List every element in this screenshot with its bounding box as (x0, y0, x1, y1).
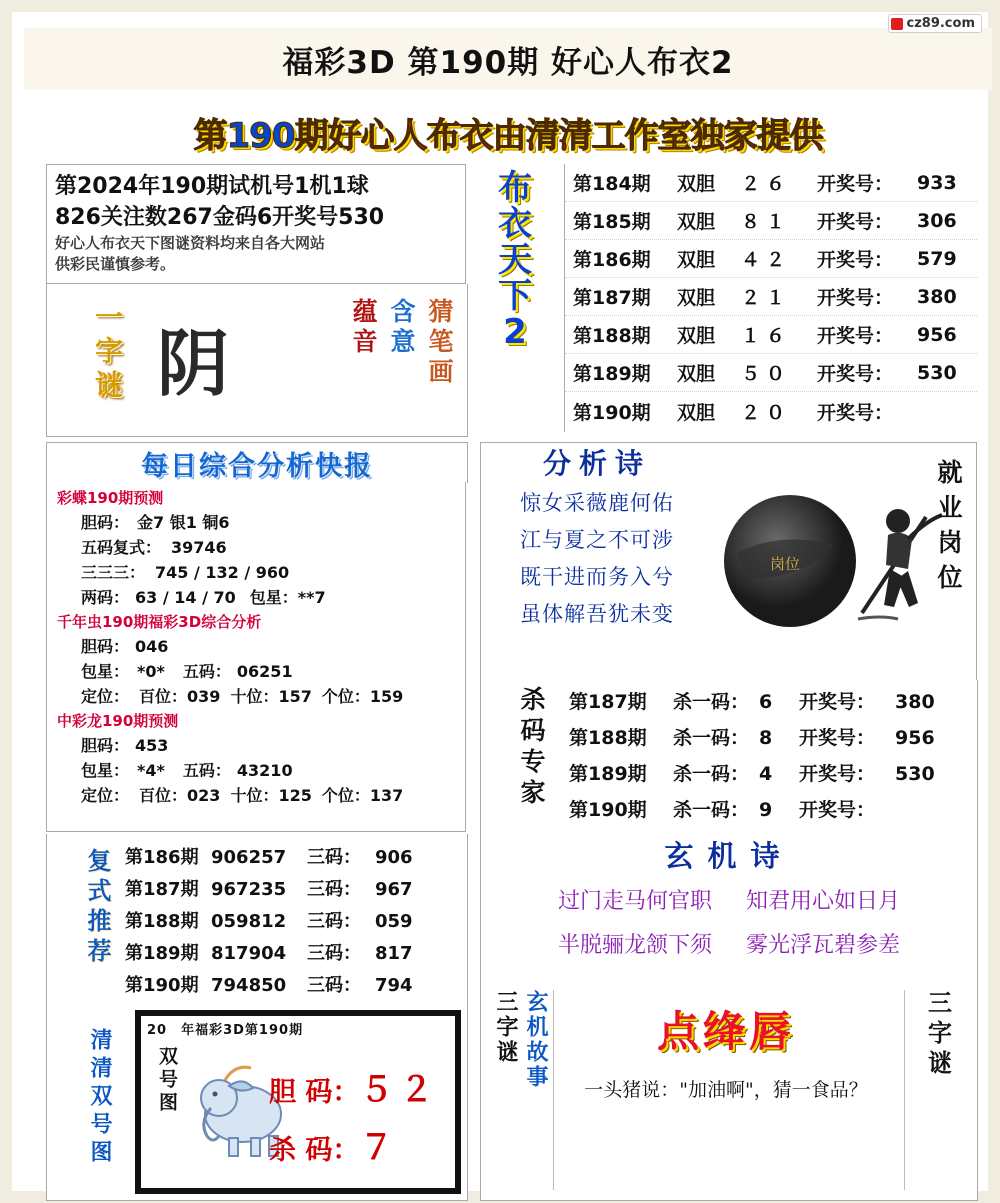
caidie-dan-value: 金7 银1 铜6 (137, 513, 230, 532)
xuanji-poem-box (480, 832, 978, 985)
dianjiangchun-question: 一头猪说："加油啊"，猜一食品？ (584, 1079, 868, 1101)
xuanji-line-2a: 半脱骊龙颔下须 (557, 933, 712, 958)
zcl-dan-row: 胆码： 453 (81, 736, 169, 755)
caidie-fushi-row: 五码复式： 39746 (81, 538, 227, 557)
analysis-poem-line-3: 既干进而务入兮 (520, 565, 674, 589)
bytx-char-3: 下 (498, 276, 532, 316)
qnc-dingwei-row: 定位： 百位：039 十位：157 个位：159 (81, 687, 404, 706)
row-dan: ２１ (741, 287, 792, 309)
watermark-square-icon (891, 18, 903, 30)
row-dan: ８１ (741, 211, 792, 233)
qnc-baoxing-row: 包星： *0* 五码： 06251 (81, 662, 293, 681)
bytx-char-1: 衣 (498, 204, 532, 244)
fs-issue: 第190期 (125, 975, 199, 996)
analysis-poem-box (480, 442, 714, 682)
fs-issue: 第188期 (125, 911, 199, 932)
sm-kj-value: 380 (895, 691, 935, 713)
sm-kj-label: 开奖号： (799, 727, 876, 749)
fs-key: 三码： (307, 943, 361, 964)
qingqing-dan-row: 胆 码：５２ (269, 1070, 440, 1110)
buyi-tianxia-vertical (480, 164, 550, 436)
daily-report-body (46, 482, 466, 832)
watermark (888, 14, 983, 33)
row-kj-value: 380 (917, 285, 957, 308)
qingqing-inner-box (135, 1010, 461, 1194)
table-row (565, 392, 977, 430)
sm-value: 9 (759, 799, 773, 821)
xuanji-poem-row-1 (481, 880, 977, 924)
sm-issue: 第188期 (569, 727, 647, 749)
riddle-col-3: 蕴音 (349, 298, 378, 358)
row-dan: １６ (741, 325, 792, 347)
caidie-liangma-value: 63 / 14 / 70 (135, 588, 236, 607)
zcl-baoxing-value: *4* (137, 761, 165, 780)
fs-code: 817904 (211, 943, 287, 964)
row-kj-value: 306 (917, 209, 957, 232)
draw-history-table (564, 164, 977, 432)
qnc-baoxing-value: *0* (137, 662, 165, 681)
table-row (125, 874, 461, 906)
caidie-sansan-value: 745 / 132 / 960 (155, 563, 290, 582)
row-kj-label: 开奖号： (817, 249, 894, 271)
section-title-qiannianchong: 千年虫190期福彩3D综合分析 (57, 613, 262, 631)
row-issue: 第188期 (573, 325, 651, 347)
caidie-liangma-row: 两码： 63 / 14 / 70 包星：**7 (81, 588, 326, 607)
sm-value: 6 (759, 691, 773, 713)
row-label: 双胆 (677, 325, 716, 347)
bytx-char-4: 2 (503, 312, 527, 352)
row-dan: ２０ (741, 401, 792, 424)
sm-kj-label: 开奖号： (799, 799, 876, 821)
sm-kj-value: 530 (895, 763, 935, 785)
caidie-fushi-value: 39746 (171, 538, 227, 557)
fs-key: 三码： (307, 911, 361, 932)
zcl-wuma-value: 43210 (236, 761, 293, 780)
qnc-wuma-value: 06251 (236, 662, 293, 681)
row-kj-label: 开奖号： (817, 363, 894, 385)
sm-issue: 第187期 (569, 691, 647, 713)
row-dan: ５０ (741, 363, 792, 385)
table-row (565, 278, 977, 316)
table-row (125, 906, 461, 938)
sm-value: 8 (759, 727, 773, 749)
row-kj-value: 579 (917, 247, 957, 270)
bottom-left-vertical-2: 玄机故事 (523, 990, 548, 1090)
bytx-char-0: 布 (498, 168, 532, 208)
section-title-caidie: 彩蝶190期预测 (57, 489, 164, 507)
fs-value: 817 (375, 943, 413, 964)
qingqing-double-number-box (46, 1004, 468, 1201)
table-row (565, 164, 977, 202)
row-issue: 第186期 (573, 249, 651, 271)
table-row (565, 354, 977, 392)
sm-kj-label: 开奖号： (799, 763, 876, 785)
left-info-box (46, 164, 466, 284)
source-note-line1: 好心人布衣天下图谜资料均来自各大网站 (55, 234, 326, 252)
shama-expert-box (480, 680, 978, 833)
sm-issue: 第189期 (569, 763, 647, 785)
qingqing-vertical-label: 双号图 (156, 1046, 178, 1115)
xuanji-line-2b: 雾光浮瓦碧参差 (746, 933, 901, 958)
qnc-ge-value: 159 (369, 687, 404, 706)
focus-number-line: 826关注数267金码6开奖号530 (55, 205, 385, 230)
zcl-dan-value: 453 (135, 736, 169, 755)
qnc-dan-value: 046 (135, 637, 169, 656)
qingqing-sha-row: 杀 码：７ (269, 1128, 394, 1168)
watermark-label: cz89.com (906, 16, 975, 31)
row-kj-label: 开奖号： (817, 401, 894, 424)
sm-value: 4 (759, 763, 773, 785)
row-label: 双胆 (677, 173, 716, 195)
sm-key: 杀一码： (673, 727, 750, 749)
shama-label: 杀码专家 (517, 686, 546, 810)
table-row (569, 792, 969, 828)
zcl-bai-value: 023 (187, 786, 221, 805)
caidie-dan-row: 胆码： 金7 银1 铜6 (81, 513, 230, 532)
table-row (565, 240, 977, 278)
row-issue: 第184期 (573, 173, 651, 195)
zcl-baoxing-row: 包星： *4* 五码： 43210 (81, 761, 293, 780)
sm-kj-label: 开奖号： (799, 691, 876, 713)
daily-report-title: 每日综合分析快报 (141, 450, 373, 482)
caidie-sansan-row: 三三三： 745 / 132 / 960 (81, 563, 290, 582)
analysis-poem-line-2: 江与夏之不可涉 (520, 528, 674, 552)
row-label: 双胆 (677, 211, 716, 233)
page-title: 福彩3D 第190期 好心人布衣2 (282, 44, 734, 81)
qnc-dan-row: 胆码： 046 (81, 637, 169, 656)
banner-text: 第190期好心人布衣由清清工作室独家提供 (193, 115, 823, 156)
qingqing-inner-area (141, 1038, 455, 1188)
table-row (569, 684, 969, 720)
three-char-riddle-box (480, 984, 978, 1201)
section-title-zhongcailong: 中彩龙190期预测 (57, 712, 179, 730)
banner-issue: 190 (226, 115, 295, 156)
zcl-shi-value: 125 (278, 786, 312, 805)
sm-key: 杀一码： (673, 799, 750, 821)
daily-report-header (46, 442, 468, 483)
qingqing-label: 清清双号图 (87, 1028, 112, 1168)
qingqing-dan-value: ５２ (359, 1070, 440, 1110)
riddle-main-char: 阴 (157, 321, 230, 406)
xuanji-line-1b: 知君用心如日月 (746, 889, 901, 914)
source-note-line2: 供彩民谨慎参考。 (55, 255, 176, 273)
one-char-riddle-box (46, 284, 468, 437)
row-kj-label: 开奖号： (817, 325, 894, 347)
row-kj-label: 开奖号： (817, 173, 894, 195)
job-illustration-box (712, 442, 977, 682)
fs-code: 906257 (211, 847, 287, 868)
analysis-poem-line-4: 虽体解吾犹未变 (520, 602, 674, 626)
sm-key: 杀一码： (673, 763, 750, 785)
sm-issue: 第190期 (569, 799, 647, 821)
row-label: 双胆 (677, 249, 716, 271)
bottom-right-vertical-label: 三字谜 (923, 990, 952, 1080)
fs-issue: 第187期 (125, 879, 199, 900)
row-label: 双胆 (677, 401, 716, 424)
table-row (569, 720, 969, 756)
riddle-col-2: 含意 (387, 298, 416, 358)
row-label: 双胆 (677, 363, 716, 385)
table-row (565, 316, 977, 354)
fs-issue: 第186期 (125, 847, 199, 868)
fs-value: 059 (375, 911, 413, 932)
zcl-ge-value: 137 (369, 786, 404, 805)
caidie-baoxing-value: **7 (297, 588, 326, 607)
fs-value: 967 (375, 879, 413, 900)
row-dan: ４２ (741, 249, 792, 271)
table-row (125, 970, 461, 1002)
dianjiangchun-title: 点绛唇 (656, 1007, 795, 1056)
fushi-label: 复式推荐 (83, 848, 111, 968)
row-kj-label: 开奖号： (817, 287, 894, 309)
table-row (565, 202, 977, 240)
analysis-poem-title: 分析诗 (542, 447, 651, 480)
qingqing-box-head: 20 年福彩3D第190期 (147, 1023, 304, 1038)
qnc-bai-value: 039 (187, 687, 221, 706)
bottom-right-vertical-group (904, 990, 971, 1190)
fs-key: 三码： (307, 879, 361, 900)
row-kj-label: 开奖号： (817, 211, 894, 233)
fs-issue: 第189期 (125, 943, 199, 964)
row-issue: 第185期 (573, 211, 651, 233)
row-issue: 第190期 (573, 401, 651, 424)
bytx-char-2: 天 (498, 240, 532, 280)
bottom-left-vertical-group (487, 990, 554, 1190)
row-label: 双胆 (677, 287, 716, 309)
table-row (569, 756, 969, 792)
riddle-left-label: 一字谜 (91, 302, 124, 404)
test-number-line: 第2024年190期试机号1机1球 (55, 174, 369, 199)
row-kj-value: 530 (917, 361, 957, 384)
page-title-bar (24, 28, 992, 90)
xuanji-poem-title: 玄机诗 (664, 839, 794, 873)
dianjiangchun-panel (561, 990, 891, 1190)
fs-code: 794850 (211, 975, 287, 996)
job-label: 就业岗位 (934, 459, 963, 599)
row-dan: ２６ (741, 173, 792, 195)
table-row (125, 842, 461, 874)
fs-value: 906 (375, 847, 413, 868)
sm-kj-value: 956 (895, 727, 935, 749)
bottom-left-vertical-1: 三字谜 (493, 990, 518, 1065)
xuanji-line-1a: 过门走马何官职 (557, 889, 712, 914)
fushi-recommend-box (46, 834, 468, 1005)
riddle-side-columns (277, 298, 457, 428)
fs-code: 059812 (211, 911, 287, 932)
row-kj-value: 933 (917, 171, 957, 194)
fushi-list (125, 842, 461, 1002)
qnc-shi-value: 157 (278, 687, 312, 706)
zcl-dingwei-row: 定位： 百位：023 十位：125 个位：137 (81, 786, 404, 805)
xuanji-poem-row-2 (481, 924, 977, 968)
banner (34, 108, 982, 156)
fs-value: 794 (375, 975, 413, 996)
analysis-poem-line-1: 惊女采薇鹿何佑 (520, 491, 674, 515)
row-issue: 第189期 (573, 363, 651, 385)
fs-code: 967235 (211, 879, 287, 900)
riddle-col-1: 猜笔画 (425, 298, 454, 388)
fs-key: 三码： (307, 975, 361, 996)
shama-list (569, 684, 969, 828)
row-kj-value: 956 (917, 323, 957, 346)
svg-text:岗位: 岗位 (770, 555, 801, 573)
qingqing-sha-value: ７ (359, 1128, 394, 1168)
fs-key: 三码： (307, 847, 361, 868)
row-issue: 第187期 (573, 287, 651, 309)
sm-key: 杀一码： (673, 691, 750, 713)
table-row (125, 938, 461, 970)
